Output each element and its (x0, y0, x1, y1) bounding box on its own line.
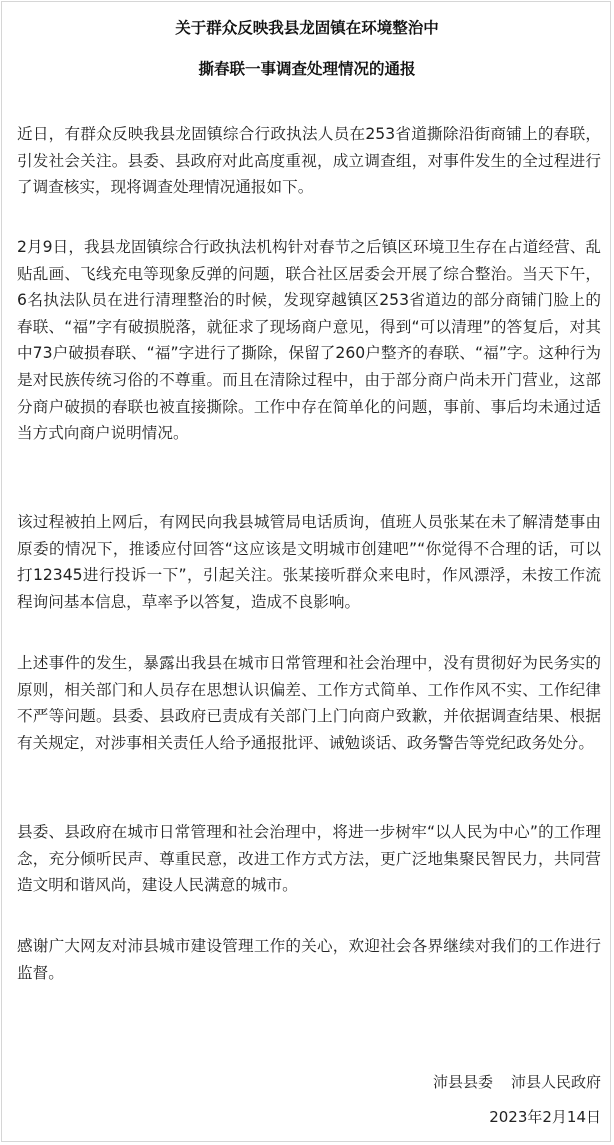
paragraph-intro: 近日，有群众反映我县龙固镇综合行政执法人员在253省道撕除沿街商铺上的春联，引发社会关注。县委、县政府对此高度重视，成立调查组，对事件发生的全过程进行了调查核实，现将调查处理情况通报如下。 (17, 125, 601, 197)
title-line-1: 关于群众反映我县龙固镇在环境整治中 (175, 19, 439, 37)
paragraph-hotline: 该过程被拍上网后，有网民向我县城管局电话质询，值班人员张某在未了解清楚事由原委的情况下，推诿应付回答“这应该是文明城市创建吧”“你觉得不合理的话，可以打12345进行投诉一下”，引起关注。张某接听群众来电时，作风漂浮，未按工作流程询问基本信息，草率予以答复，造成不良影响。 (17, 513, 601, 611)
paragraph-thanks: 感谢广大网友对沛县城市建设管理工作的关心，欢迎社会各界继续对我们的工作进行监督。 (17, 937, 601, 982)
paragraph-handling: 上述事件的发生，暴露出我县在城市日常管理和社会治理中，没有贯彻好为民务实的原则，相关部门和人员存在思想认识偏差、工作方式简单、工作作风不实、工作纪律不严等问题。县委、县政府已责成有关部门上门向商户致歉，并依据调查结果、根据有关规定，对涉事相关责任人给予通报批评、诫勉谈话、政务警告等党纪政务处分。 (17, 654, 601, 752)
signature-org-county-government: 沛县人民政府 (510, 1073, 601, 1091)
signature-org-county-committee: 沛县县委 (432, 1073, 493, 1091)
title-line-2: 撕春联一事调查处理情况的通报 (198, 60, 416, 78)
paragraph-commitment: 县委、县政府在城市日常管理和社会治理中，将进一步树牢“以人民为中心”的工作理念，充分倾听民声、尊重民意，改进工作方式方法，更广泛地集聚民智民力，共同营造文明和谐风尚，建设人民满意的城市。 (17, 823, 601, 895)
signature-organizations (433, 1072, 601, 1092)
paragraph-incident: 2月9日，我县龙固镇综合行政执法机构针对春节之后镇区环境卫生存在占道经营、乱贴乱画、飞线充电等现象反弹的问题，联合社区居委会开展了综合整治。当天下午，6名执法队员在进行清理整治的时候，发现穿越镇区253省道边的部分商铺门脸上的春联、“福”字有破损脱落，就征求了现场商户意见，得到“可以清理”的答复后，对其中73户破损春联、“福”字进行了撕除，保留了260户整齐的春联、“福”字。这种行为是对民族传统习俗的不尊重。而且在清除过程中，由于部分商户尚未开门营业，这部分商户破损的春联也被直接撕除。工作中存在简单化的问题，事前、事后均未通过适当方式向商户说明情况。 (17, 238, 601, 443)
signature-date: 2023年2月14日 (489, 1108, 601, 1126)
